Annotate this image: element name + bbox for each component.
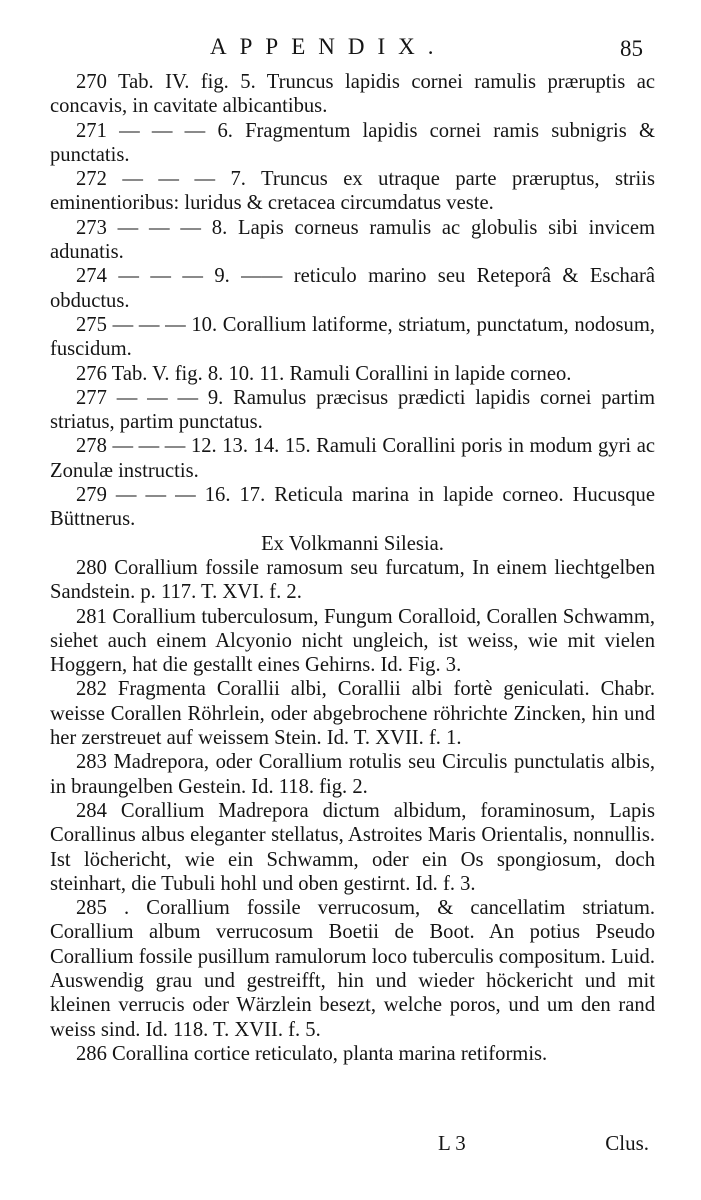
entry-number: 284 [76,799,107,822]
entry-number: 283 [76,751,107,774]
entry-text: — — — 9. —— reticulo marino seu Reteporâ & Escharâ obductus. [50,265,655,312]
entry-270 [50,70,655,119]
entry-text: . Corallium fossile verrucosum, & cancellatim striatum. Corallium album verrucosum Boetii de Boot. An potius Pseudo Corallium fossile pusillum ramulorum loco tuberculis compositum. Luid. Auswendig grau und gestreifft, hin und wieder höckericht und mit kleinen verrucis oder Wärzlein besezt, welche poros, und um den rand weiss sind. Id. 118. T. XVII. f. 5. [50,897,655,1041]
entry-text: Tab. IV. fig. 5. Truncus lapidis cornei ramulis præruptis ac concavis, in cavitate albicantibus. [50,71,655,118]
entry-text: — — — 7. Truncus ex utraque parte præruptus, striis eminentioribus: luridus & cretacea circumdatus veste. [50,168,655,215]
section-heading: Ex Volkmanni Silesia. [261,532,444,555]
entry-number: 270 [76,71,107,93]
page-footer [0,1131,701,1161]
entry-text: — — — 10. Corallium latiforme, striatum, punctatum, nodosum, fuscidum. [50,313,656,361]
entry-282 [50,677,655,750]
entry-273 [50,216,655,265]
entry-285 [50,896,655,1042]
entry-number: 281 [76,605,107,628]
entry-number: 274 [76,265,107,288]
entry-text: — — — 12. 13. 14. 15. Ramuli Corallini poris in modum gyri ac Zonulæ instructis. [50,435,655,482]
entry-number: 286 [76,1042,107,1065]
entry-274 [50,264,655,313]
entry-number: 280 [76,556,107,579]
entry-text: Corallium fossile ramosum seu furcatum, In einem liechtgelben Sandstein. p. 117. T. XVI. f. 2. [50,556,656,604]
entry-number: 276 [76,362,107,385]
entry-277 [50,386,655,435]
entry-number: 271 [76,119,107,142]
entry-number: 277 [76,386,107,409]
entry-278 [50,434,655,483]
entry-number: 285 [76,897,107,920]
page-number: 85 [620,36,643,61]
entry-281 [50,605,655,678]
entry-number: 279 [76,484,107,507]
entry-272 [50,167,655,216]
entry-275 [50,313,655,362]
body-text [50,70,655,1066]
page-header [0,34,701,70]
entry-279 [50,483,655,532]
entry-number: 278 [76,435,107,458]
entry-number: 273 [76,216,107,239]
entry-text: Tab. V. fig. 8. 10. 11. Ramuli Corallini in lapide corneo. [111,362,572,385]
signature-mark: L 3 [438,1131,466,1155]
entry-text: — — — 8. Lapis corneus ramulis ac globulis sibi invicem adunatis. [50,216,655,264]
running-title: APPENDIX. [210,34,447,59]
entry-number: 272 [76,168,107,191]
entry-286 [50,1042,655,1066]
entry-number: 282 [76,678,107,701]
entry-283 [50,750,655,799]
entry-text: Fragmenta Corallii albi, Corallii albi fortè geniculati. Chabr. weisse Corallen Röhrlein, oder abgebrochene röhrichte Zincken, hin und her zerstreuet auf weissem Stein. Id. T. XVII. f. 1. [50,678,655,750]
entry-text: — — — 9. Ramulus præcisus prædicti lapidis cornei partim striatus, partim punctatus. [50,386,655,434]
entry-text: Madrepora, oder Corallium rotulis seu Circulis punctulatis albis, in braungelben Gestein. Id. 118. fig. 2. [50,751,655,798]
entry-271 [50,119,655,168]
entry-text: — — — 16. 17. Reticula marina in lapide corneo. Hucusque Büttnerus. [50,484,655,531]
catchword: Clus. [605,1131,649,1155]
entry-text: — — — 6. Fragmentum lapidis cornei ramis subnigris & punctatis. [50,119,655,166]
entry-text: Corallium Madrepora dictum albidum, foraminosum, Lapis Corallinus albus eleganter stellatus, Astroites Maris Orientalis, nonnullis. Ist löchericht, wie ein Schwamm, oder ein Os spongiosum, doch steinhart, die Tubuli hohl und oben gestirnt. Id. f. 3. [50,799,655,895]
entry-284 [50,799,655,896]
entry-280 [50,556,655,605]
entry-number: 275 [76,313,107,336]
entry-text: Corallina cortice reticulato, planta marina retiformis. [112,1042,548,1065]
entry-text: Corallium tuberculosum, Fungum Coralloid, Corallen Schwamm, siehet auch einem Alcyonio nicht ungleich, ist weiss, wie mit vielen Hoggern, hat die gestallt eines Gehirns. Id. Fig. 3. [50,605,655,677]
entry-276 [50,362,655,386]
